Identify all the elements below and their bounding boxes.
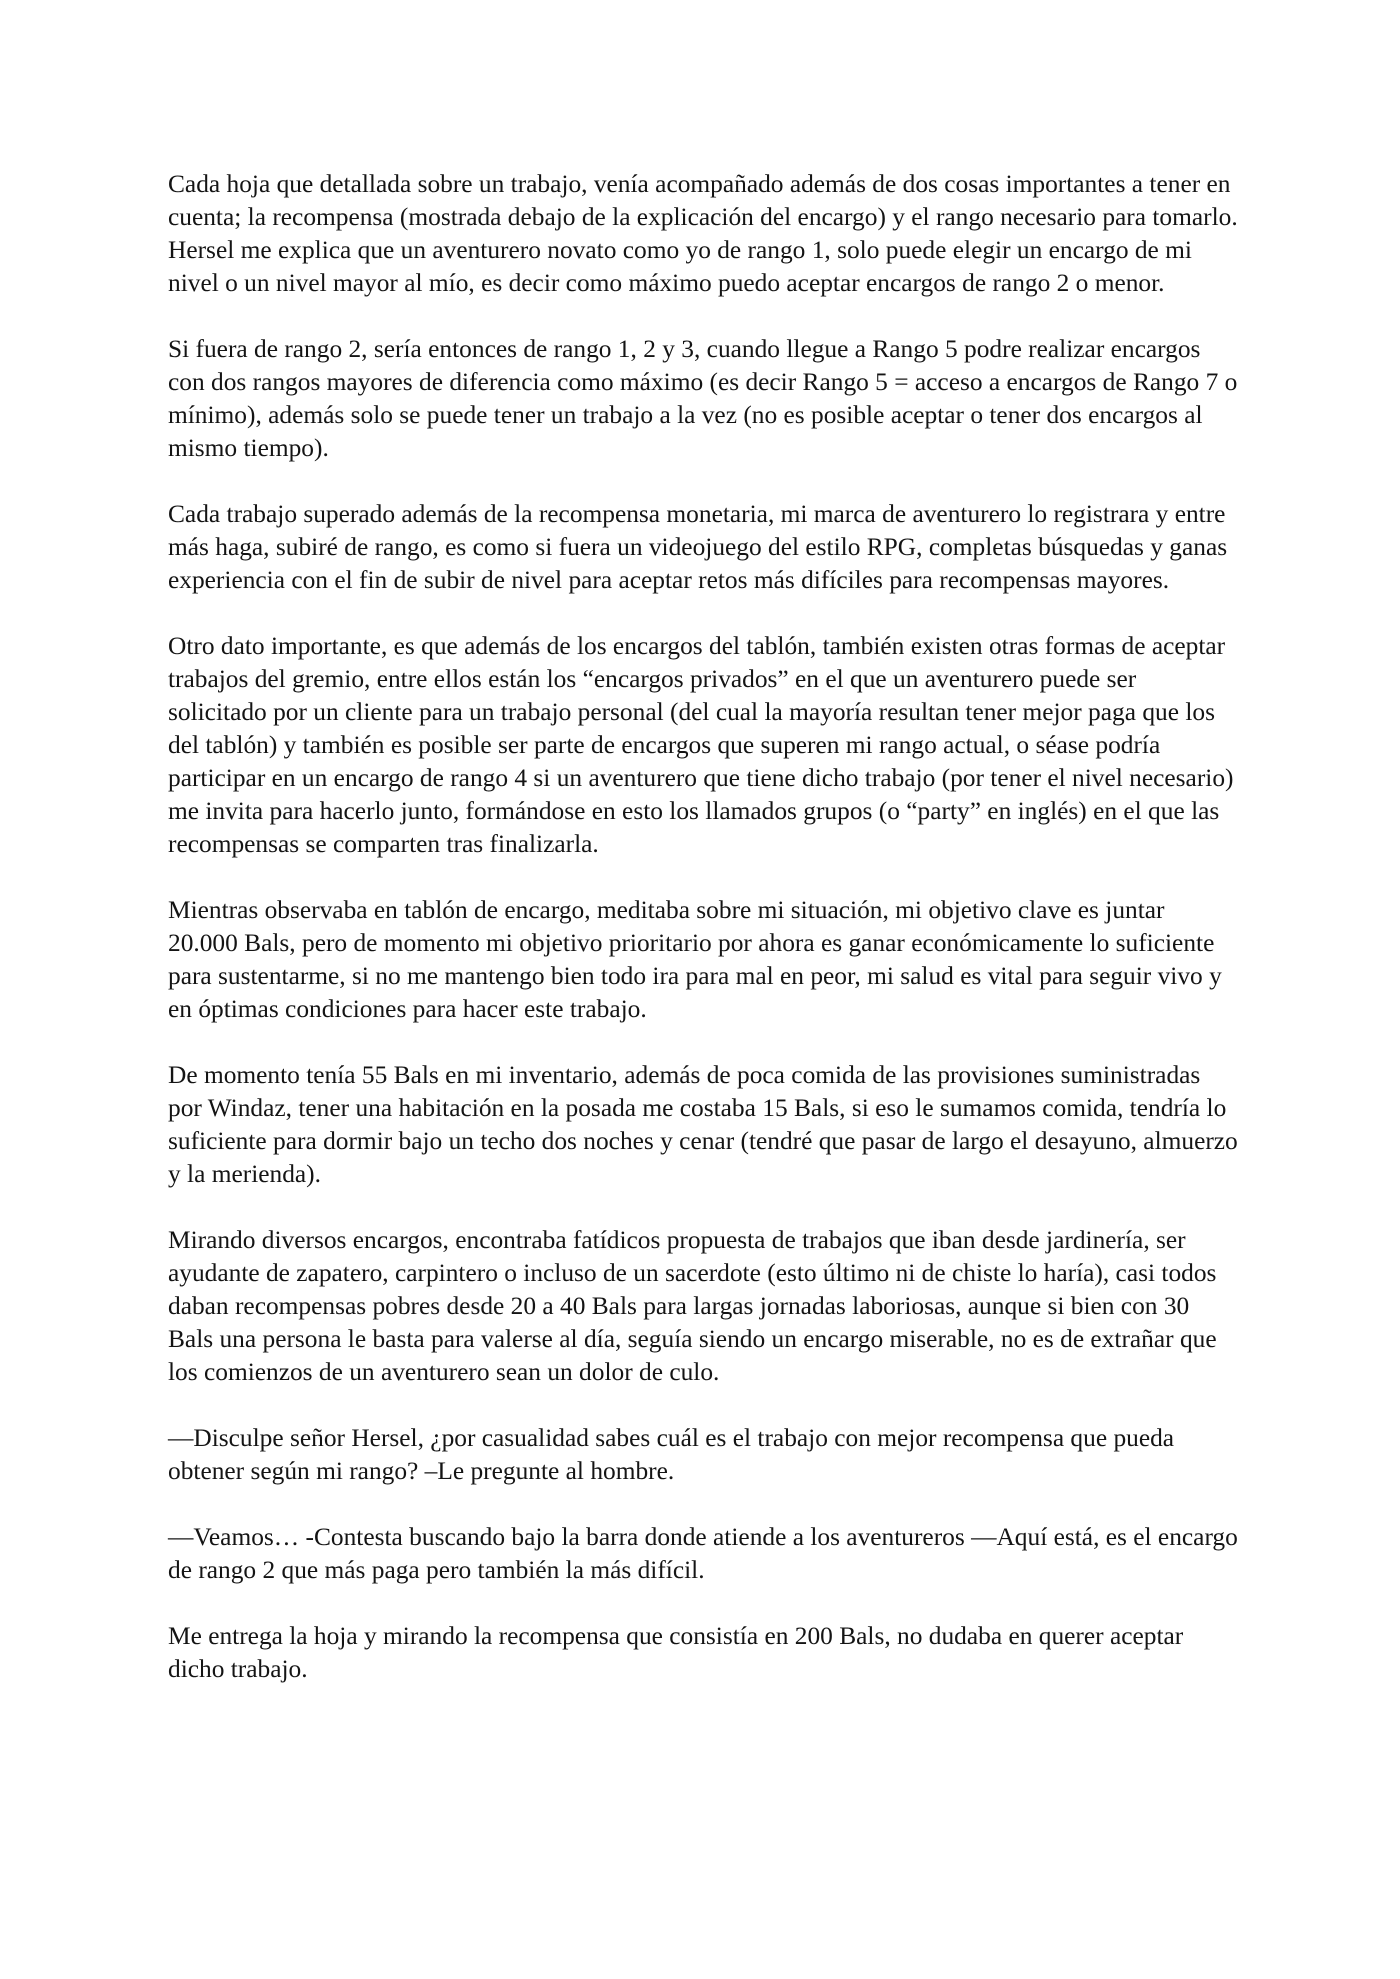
paragraph-2: Si fuera de rango 2, sería entonces de rango 1, 2 y 3, cuando llegue a Rango 5 podre realizar encargos con dos rangos mayores de diferencia como máximo (es decir Rango 5 = acceso a encargos de Rango 7 o mínimo), además solo se puede tener un trabajo a la vez (no es posible aceptar o tener dos encargos al mismo tiempo). xyxy=(168,335,1238,462)
paragraph-6: De momento tenía 55 Bals en mi inventario, además de poca comida de las provisiones suministradas por Windaz, tener una habitación en la posada me costaba 15 Bals, si eso le sumamos comida, tendría lo suficiente para dormir bajo un techo dos noches y cenar (tendré que pasar de largo el desayuno, almuerzo y la merienda). xyxy=(168,1061,1238,1188)
paragraph-1: Cada hoja que detallada sobre un trabajo, venía acompañado además de dos cosas importantes a tener en cuenta; la recompensa (mostrada debajo de la explicación del encargo) y el rango necesario para tomarlo. Hersel me explica que un aventurero novato como yo de rango 1, solo puede elegir un encargo de mi nivel o un nivel mayor al mío, es decir como máximo puedo aceptar encargos de rango 2 o menor. xyxy=(168,170,1238,297)
paragraph-9-dialogue: —Veamos… -Contesta buscando bajo la barra donde atiende a los aventureros —Aquí está, es el encargo de rango 2 que más paga pero también la más difícil. xyxy=(168,1523,1238,1584)
paragraph-5: Mientras observaba en tablón de encargo, meditaba sobre mi situación, mi objetivo clave es juntar 20.000 Bals, pero de momento mi objetivo prioritario por ahora es ganar económicamente lo suficiente para sustentarme, si no me mantengo bien todo ira para mal en peor, mi salud es vital para seguir vivo y en óptimas condiciones para hacer este trabajo. xyxy=(168,896,1222,1023)
paragraph-7: Mirando diversos encargos, encontraba fatídicos propuesta de trabajos que iban desde jardinería, ser ayudante de zapatero, carpintero o incluso de un sacerdote (esto último ni de chiste lo haría), casi todos daban recompensas pobres desde 20 a 40 Bals para largas jornadas laboriosas, aunque si bien con 30 Bals una persona le basta para valerse al día, seguía siendo un encargo miserable, no es de extrañar que los comienzos de un aventurero sean un dolor de culo. xyxy=(168,1226,1217,1386)
paragraph-8-dialogue: —Disculpe señor Hersel, ¿por casualidad sabes cuál es el trabajo con mejor recompensa que pueda obtener según mi rango? –Le pregunte al hombre. xyxy=(168,1424,1175,1485)
paragraph-10: Me entrega la hoja y mirando la recompensa que consistía en 200 Bals, no dudaba en querer aceptar dicho trabajo. xyxy=(168,1622,1184,1683)
paragraph-4: Otro dato importante, es que además de los encargos del tablón, también existen otras formas de aceptar trabajos del gremio, entre ellos están los “encargos privados” en el que un aventurero puede ser solicitado por un cliente para un trabajo personal (del cual la mayoría resultan tener mejor paga que los del tablón) y también es posible ser parte de encargos que superen mi rango actual, o séase podría participar en un encargo de rango 4 si un aventurero que tiene dicho trabajo (por tener el nivel necesario) me invita para hacerlo junto, formándose en esto los llamados grupos (o “party” en inglés) en el que las recompensas se comparten tras finalizarla. xyxy=(168,632,1234,858)
paragraph-3: Cada trabajo superado además de la recompensa monetaria, mi marca de aventurero lo registrara y entre más haga, subiré de rango, es como si fuera un videojuego del estilo RPG, completas búsquedas y ganas experiencia con el fin de subir de nivel para aceptar retos más difíciles para recompensas mayores. xyxy=(168,500,1228,594)
document-body xyxy=(168,168,1238,1686)
